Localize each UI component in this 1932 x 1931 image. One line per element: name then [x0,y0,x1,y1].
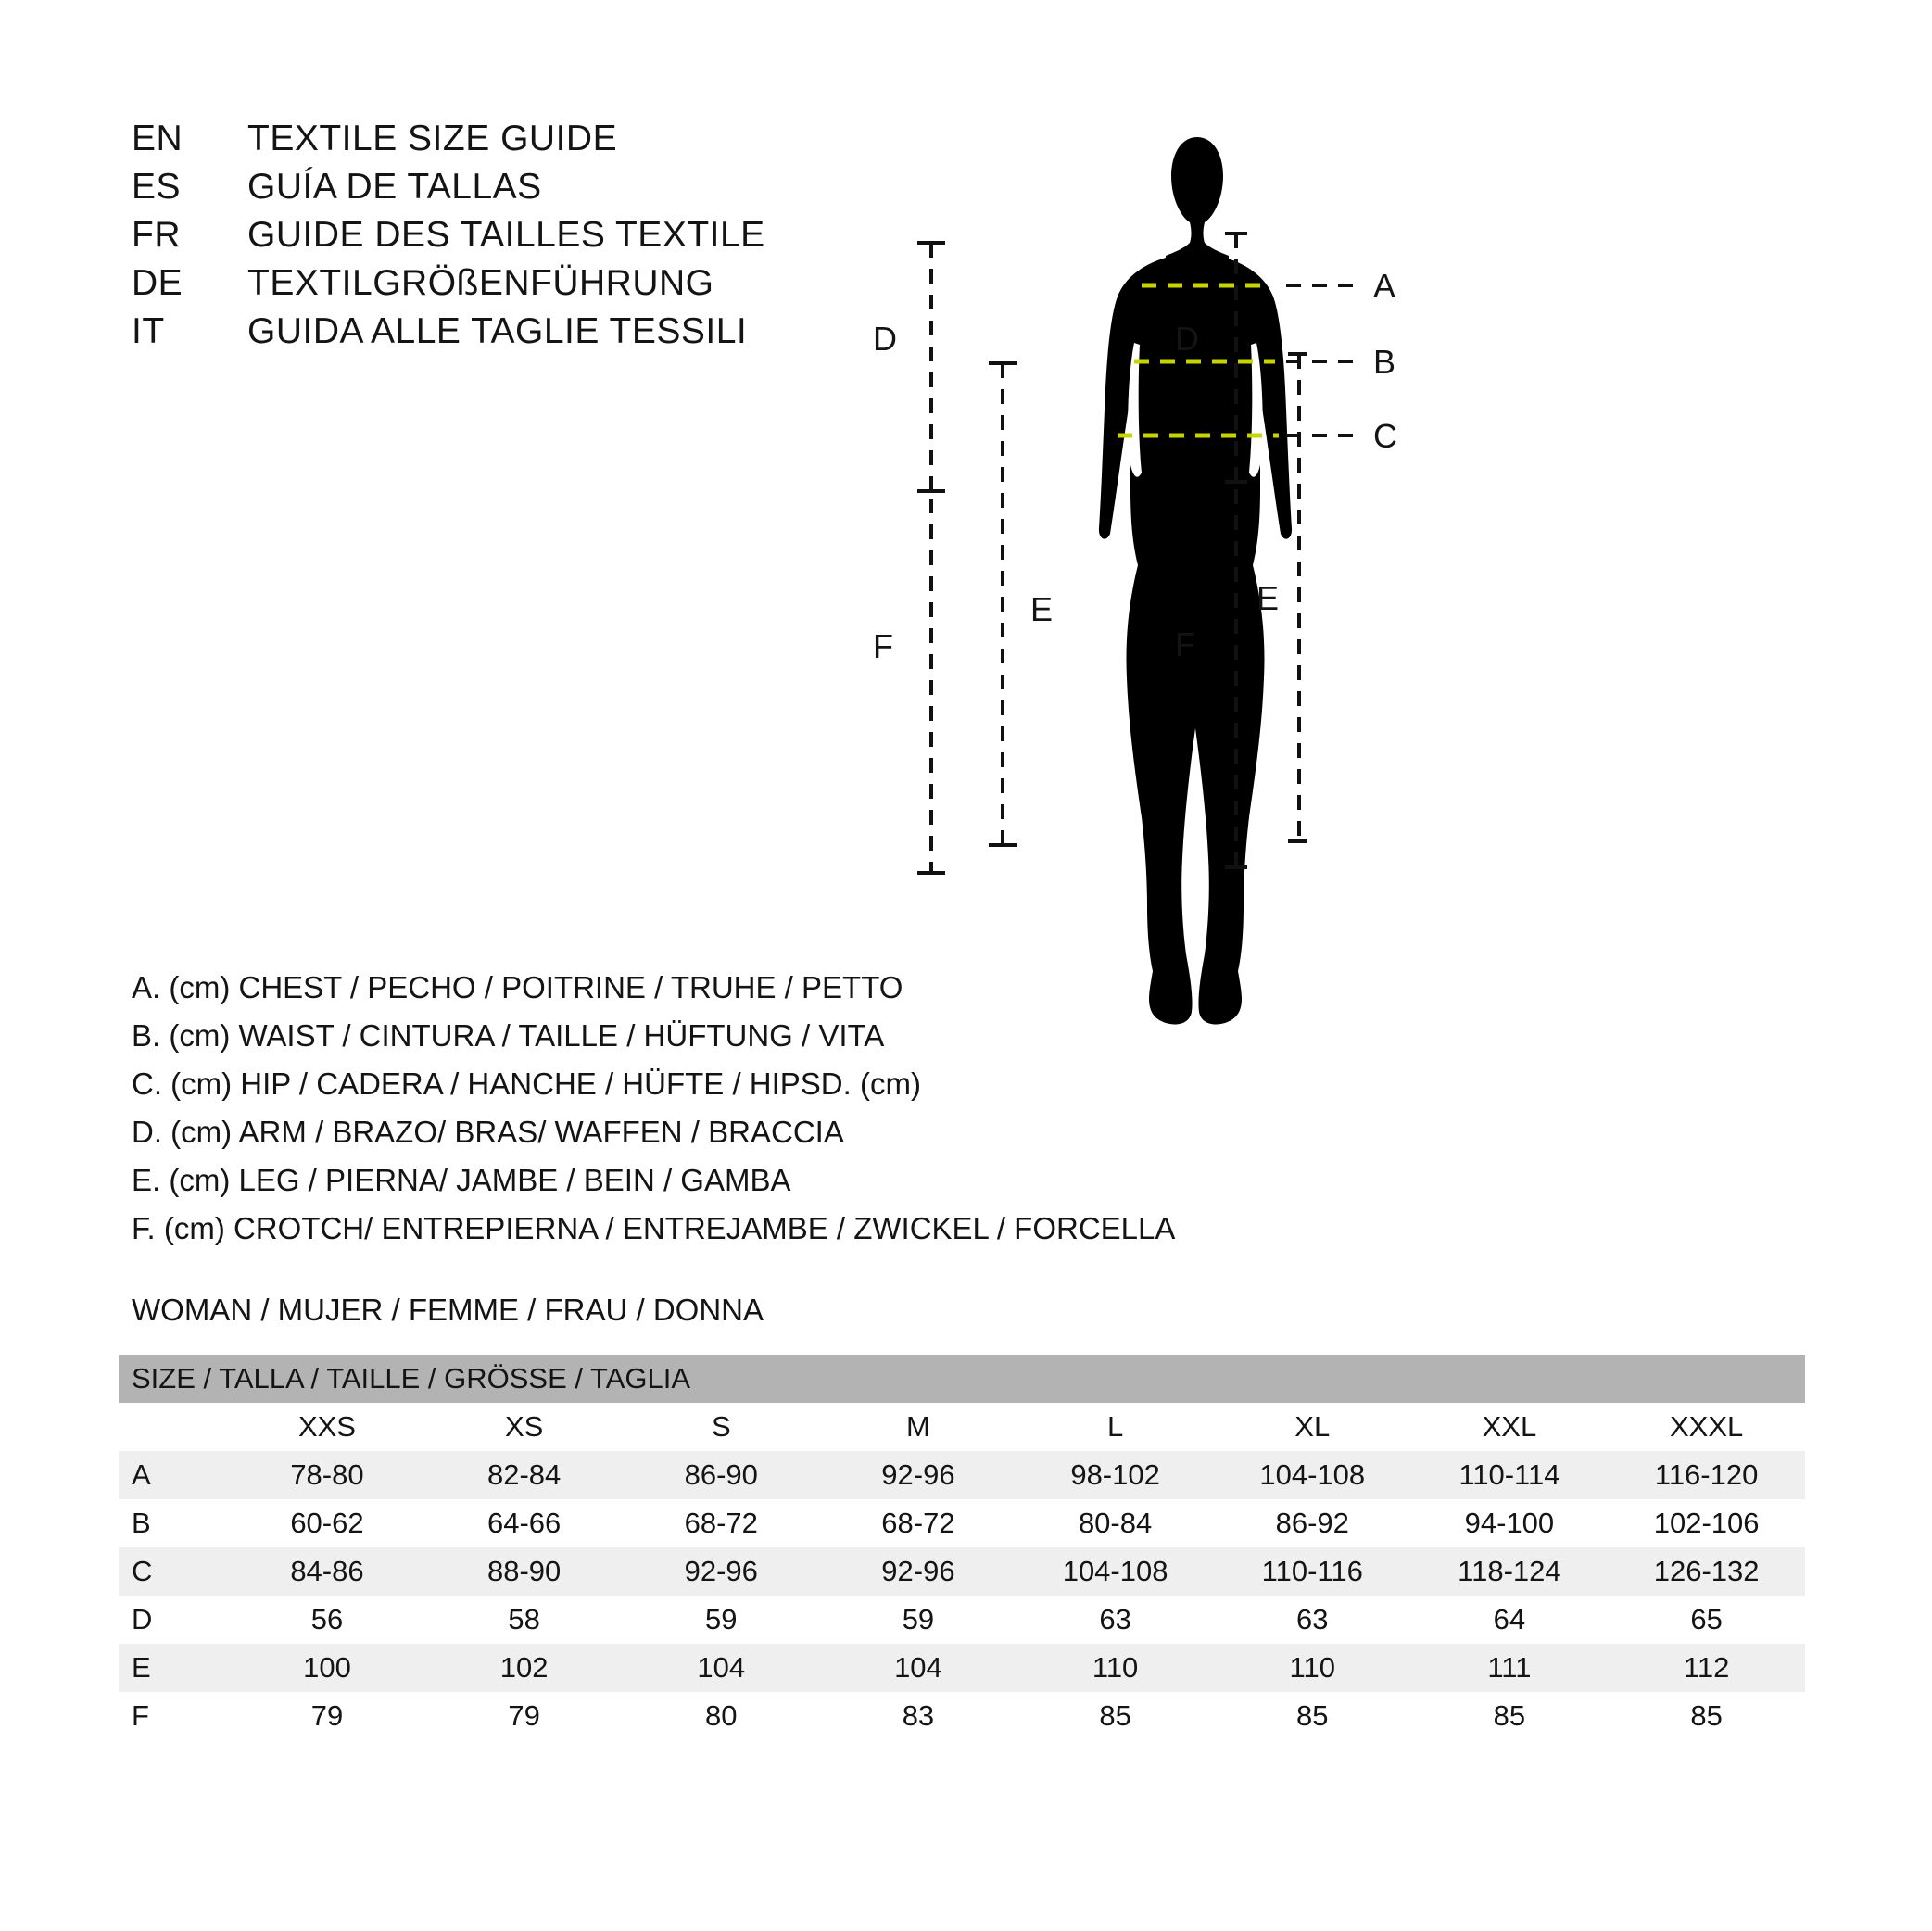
label-b: B [1373,343,1396,381]
title-lang-es: ES [132,167,182,207]
group-label: WOMAN / MUJER / FEMME / FRAU / DONNA [132,1293,764,1327]
legend-line-a: A. (cm) CHEST / PECHO / POITRINE / TRUHE / PETTO [132,970,903,1004]
title-block [132,119,891,360]
cell-b-xs: 64-66 [425,1499,623,1547]
cell-b-m: 68-72 [820,1499,1017,1547]
title-lang-en: EN [132,119,183,158]
cell-d-m: 59 [820,1596,1017,1644]
table-row [119,1451,1805,1499]
table-row [119,1644,1805,1692]
cell-b-s: 68-72 [623,1499,820,1547]
cell-c-s: 92-96 [623,1547,820,1596]
size-col-xl: XL [1214,1403,1411,1451]
table-size-row [119,1403,1805,1451]
cell-a-s: 86-90 [623,1451,820,1499]
title-text-es: GUÍA DE TALLAS [247,167,542,207]
cell-a-m: 92-96 [820,1451,1017,1499]
table-header-label: SIZE / TALLA / TAILLE / GRÖSSE / TAGLIA [119,1355,1805,1403]
size-col-s: S [623,1403,820,1451]
row-key-f: F [119,1692,229,1740]
size-col-xxs: XXS [229,1403,426,1451]
table-row [119,1596,1805,1644]
size-col-xs: XS [425,1403,623,1451]
row-key-d: D [119,1596,229,1644]
size-col-xxl: XXL [1411,1403,1609,1451]
size-col-xxxl: XXXL [1608,1403,1805,1451]
cell-a-xxl: 110-114 [1411,1451,1609,1499]
cell-d-xxs: 56 [229,1596,426,1644]
title-text-de: TEXTILGRÖßENFÜHRUNG [247,263,714,303]
title-lang-fr: FR [132,215,181,255]
legend-line-c: C. (cm) HIP / CADERA / HANCHE / HÜFTE / HIPSD. (cm) [132,1066,921,1101]
cell-c-xs: 88-90 [425,1547,623,1596]
legend-line-b: B. (cm) WAIST / CINTURA / TAILLE / HÜFTUNG / VITA [132,1018,885,1053]
title-text-en: TEXTILE SIZE GUIDE [247,119,618,158]
cell-e-xxxl: 112 [1608,1644,1805,1692]
title-lang-it: IT [132,311,165,351]
cell-a-xxs: 78-80 [229,1451,426,1499]
size-col-l: L [1017,1403,1214,1451]
title-row [132,215,891,256]
cell-e-xl: 110 [1214,1644,1411,1692]
cell-a-xs: 82-84 [425,1451,623,1499]
legend-line-f: F. (cm) CROTCH/ ENTREPIERNA / ENTREJAMBE / ZWICKEL / FORCELLA [132,1211,1176,1245]
crotch-dimension-bracket [917,499,945,873]
table-row [119,1499,1805,1547]
cell-e-s: 104 [623,1644,820,1692]
arm-dimension-bracket [917,243,945,491]
title-row [132,263,891,304]
cell-a-l: 98-102 [1017,1451,1214,1499]
cell-a-xl: 104-108 [1214,1451,1411,1499]
cell-b-xl: 86-92 [1214,1499,1411,1547]
cell-d-s: 59 [623,1596,820,1644]
cell-f-xs: 79 [425,1692,623,1740]
cell-d-xl: 63 [1214,1596,1411,1644]
leg-dimension-bracket [989,363,1017,845]
label-a: A [1373,267,1396,305]
cell-b-xxs: 60-62 [229,1499,426,1547]
cell-f-xxl: 85 [1411,1692,1609,1740]
table-header-row [119,1355,1805,1403]
cell-e-xs: 102 [425,1644,623,1692]
measurement-legend [132,964,1216,1253]
cell-b-xxxl: 102-106 [1608,1499,1805,1547]
table-row [119,1692,1805,1740]
cell-c-xxs: 84-86 [229,1547,426,1596]
legend-line-d: D. (cm) ARM / BRAZO/ BRAS/ WAFFEN / BRACCIA [132,1115,844,1149]
cell-e-xxl: 111 [1411,1644,1609,1692]
title-text-fr: GUIDE DES TAILLES TEXTILE [247,215,765,255]
cell-d-xs: 58 [425,1596,623,1644]
table-row [119,1547,1805,1596]
label-f-text: F [1175,625,1195,663]
cell-c-xxl: 118-124 [1411,1547,1609,1596]
cell-c-l: 104-108 [1017,1547,1214,1596]
cell-c-xl: 110-116 [1214,1547,1411,1596]
row-key-c: C [119,1547,229,1596]
label-c: C [1373,417,1397,455]
title-row [132,119,891,159]
row-key-e: E [119,1644,229,1692]
label-e-text: E [1256,579,1280,617]
cell-f-xxs: 79 [229,1692,426,1740]
cell-f-m: 83 [820,1692,1017,1740]
label-f: F [873,627,893,665]
label-d: D [873,320,897,358]
title-row [132,311,891,352]
title-lang-de: DE [132,263,183,303]
label-e: E [1030,590,1054,628]
cell-e-l: 110 [1017,1644,1214,1692]
row-key-b: B [119,1499,229,1547]
cell-f-l: 85 [1017,1692,1214,1740]
cell-d-xxxl: 65 [1608,1596,1805,1644]
size-col-m: M [820,1403,1017,1451]
size-table [119,1355,1805,1740]
table-corner-cell [119,1403,229,1451]
title-text-it: GUIDA ALLE TAGLIE TESSILI [247,311,748,351]
cell-d-l: 63 [1017,1596,1214,1644]
title-row [132,167,891,208]
cell-c-xxxl: 126-132 [1608,1547,1805,1596]
cell-b-xxl: 94-100 [1411,1499,1609,1547]
cell-f-s: 80 [623,1692,820,1740]
legend-line-e: E. (cm) LEG / PIERNA/ JAMBE / BEIN / GAMBA [132,1163,791,1197]
cell-b-l: 80-84 [1017,1499,1214,1547]
cell-e-m: 104 [820,1644,1017,1692]
cell-a-xxxl: 116-120 [1608,1451,1805,1499]
row-key-a: A [119,1451,229,1499]
cell-d-xxl: 64 [1411,1596,1609,1644]
cell-e-xxs: 100 [229,1644,426,1692]
cell-f-xl: 85 [1214,1692,1411,1740]
cell-c-m: 92-96 [820,1547,1017,1596]
cell-f-xxxl: 85 [1608,1692,1805,1740]
dimension-brackets-overlay [1066,213,1307,1103]
label-d-text: D [1175,320,1199,358]
